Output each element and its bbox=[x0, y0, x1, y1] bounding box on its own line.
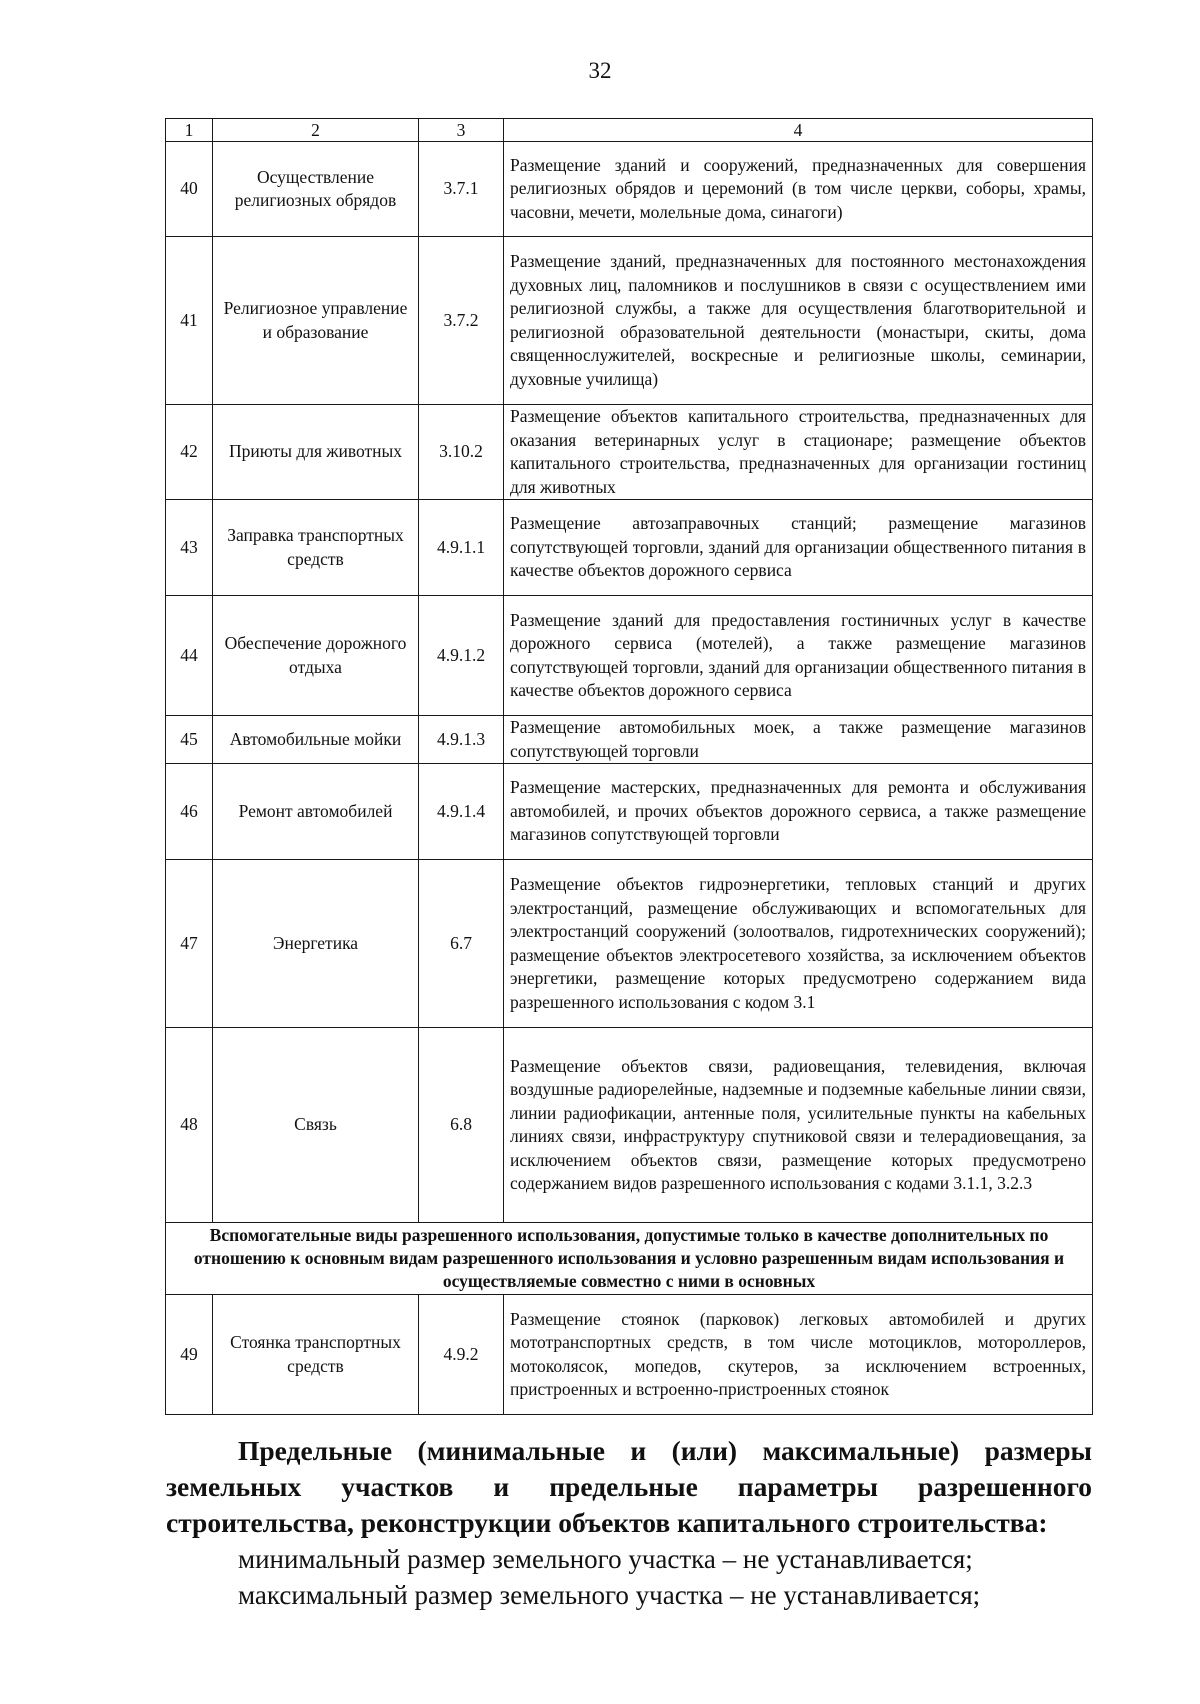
use-name: Религиозное управление и образование bbox=[213, 237, 419, 405]
limits-heading-line: земельных участков и предельные параметры разрешенного bbox=[166, 1471, 1092, 1502]
table-row bbox=[166, 142, 1093, 237]
table-row bbox=[166, 1295, 1093, 1415]
row-number: 41 bbox=[166, 237, 213, 405]
use-description: Размещение объектов капитального строительства, предназначенных для оказания ветеринарных услуг в стационаре; размещение объектов капитального строительства, предназначенных для организации гостиниц для животных bbox=[504, 405, 1093, 500]
use-name: Автомобильные мойки bbox=[213, 716, 419, 764]
use-name: Обеспечение дорожного отдыха bbox=[213, 596, 419, 716]
row-number: 49 bbox=[166, 1295, 213, 1415]
use-code: 3.7.2 bbox=[419, 237, 504, 405]
use-code: 4.9.2 bbox=[419, 1295, 504, 1415]
max-size-text: максимальный размер земельного участка – не устанавливается; bbox=[238, 1580, 981, 1610]
use-description: Размещение объектов связи, радиовещания, телевидения, включая воздушные радиорелейные, надземные и подземные кабельные линии связи, линии радиофикации, антенные поля, усилительные пункты на кабельных линиях связи, инфраструктуру спутниковой связи и телерадиовещания, за исключением объектов связи, размещение которых предусмотрено содержанием видов разрешенного использования с кодами 3.1.1, 3.2.3 bbox=[504, 1028, 1093, 1223]
column-header: 2 bbox=[213, 119, 419, 142]
page-number: 32 bbox=[588, 58, 612, 83]
use-description: Размещение мастерских, предназначенных для ремонта и обслуживания автомобилей, и прочих объектов дорожного сервиса, а также размещение магазинов сопутствующей торговли bbox=[504, 764, 1093, 860]
use-name: Приюты для животных bbox=[213, 405, 419, 500]
row-number: 47 bbox=[166, 860, 213, 1028]
min-size-text: минимальный размер земельного участка – не устанавливается; bbox=[238, 1544, 973, 1574]
section-row bbox=[166, 1223, 1093, 1295]
section-title: Вспомогательные виды разрешенного использования, допустимые только в качестве дополнительных по отношению к основным видам разрешенного использования и условно разрешенным видам использования и осуществляемые совместно с ними в основных bbox=[166, 1223, 1093, 1295]
use-code: 4.9.1.2 bbox=[419, 596, 504, 716]
use-description: Размещение автозаправочных станций; размещение магазинов сопутствующей торговли, зданий для организации общественного питания в качестве объектов дорожного сервиса bbox=[504, 500, 1093, 596]
table-header-row bbox=[166, 119, 1093, 142]
table-row bbox=[166, 764, 1093, 860]
use-name: Ремонт автомобилей bbox=[213, 764, 419, 860]
row-number: 46 bbox=[166, 764, 213, 860]
limits-heading bbox=[166, 1433, 1092, 1541]
use-name: Связь bbox=[213, 1028, 419, 1223]
row-number: 44 bbox=[166, 596, 213, 716]
table-row bbox=[166, 596, 1093, 716]
column-header: 4 bbox=[504, 119, 1093, 142]
table-row bbox=[166, 237, 1093, 405]
use-name: Стоянка транспортных средств bbox=[213, 1295, 419, 1415]
row-number: 48 bbox=[166, 1028, 213, 1223]
row-number: 43 bbox=[166, 500, 213, 596]
use-code: 6.8 bbox=[419, 1028, 504, 1223]
use-code: 4.9.1.4 bbox=[419, 764, 504, 860]
use-code: 6.7 bbox=[419, 860, 504, 1028]
limits-section bbox=[166, 1433, 1092, 1613]
use-description: Размещение стоянок (парковок) легковых автомобилей и других мототранспортных средств, в том числе мотоциклов, мотороллеров, мотоколясок, мопедов, скутеров, за исключением встроенных, пристроенных и встроенно-пристроенных стоянок bbox=[504, 1295, 1093, 1415]
table-row bbox=[166, 860, 1093, 1028]
use-name: Осуществление религиозных обрядов bbox=[213, 142, 419, 237]
use-description: Размещение автомобильных моек, а также размещение магазинов сопутствующей торговли bbox=[504, 716, 1093, 764]
use-description: Размещение зданий, предназначенных для постоянного местонахождения духовных лиц, паломников и послушников в связи с осуществлением ими религиозной службы, а также для осуществления благотворительной и религиозной образовательной деятельности (монастыри, скиты, дома священнослужителей, воскресные и религиозные школы, семинарии, духовные училища) bbox=[504, 237, 1093, 405]
limits-heading-line: Предельные (минимальные и (или) максимальные) размеры bbox=[238, 1435, 1092, 1466]
limits-heading-line: строительства, реконструкции объектов капитального строительства: bbox=[166, 1507, 1048, 1538]
use-name: Заправка транспортных средств bbox=[213, 500, 419, 596]
column-header: 1 bbox=[166, 119, 213, 142]
use-code: 3.7.1 bbox=[419, 142, 504, 237]
use-name: Энергетика bbox=[213, 860, 419, 1028]
row-number: 42 bbox=[166, 405, 213, 500]
table-row bbox=[166, 716, 1093, 764]
land-use-table bbox=[165, 118, 1093, 1415]
use-description: Размещение зданий для предоставления гостиничных услуг в качестве дорожного сервиса (мотелей), а также размещение магазинов сопутствующей торговли, зданий для организации общественного питания в качестве объектов дорожного сервиса bbox=[504, 596, 1093, 716]
row-number: 40 bbox=[166, 142, 213, 237]
use-code: 4.9.1.1 bbox=[419, 500, 504, 596]
row-number: 45 bbox=[166, 716, 213, 764]
table-row bbox=[166, 500, 1093, 596]
use-code: 4.9.1.3 bbox=[419, 716, 504, 764]
use-description: Размещение зданий и сооружений, предназначенных для совершения религиозных обрядов и церемоний (в том числе церкви, соборы, храмы, часовни, мечети, молельные дома, синагоги) bbox=[504, 142, 1093, 237]
column-header: 3 bbox=[419, 119, 504, 142]
table-row bbox=[166, 405, 1093, 500]
use-description: Размещение объектов гидроэнергетики, тепловых станций и других электростанций, размещение обслуживающих и вспомогательных для электростанций сооружений (золоотвалов, гидротехнических сооружений); размещение объектов электросетевого хозяйства, за исключением объектов энергетики, размещение которых предусмотрено содержанием вида разрешенного использования с кодом 3.1 bbox=[504, 860, 1093, 1028]
use-code: 3.10.2 bbox=[419, 405, 504, 500]
table-row bbox=[166, 1028, 1093, 1223]
